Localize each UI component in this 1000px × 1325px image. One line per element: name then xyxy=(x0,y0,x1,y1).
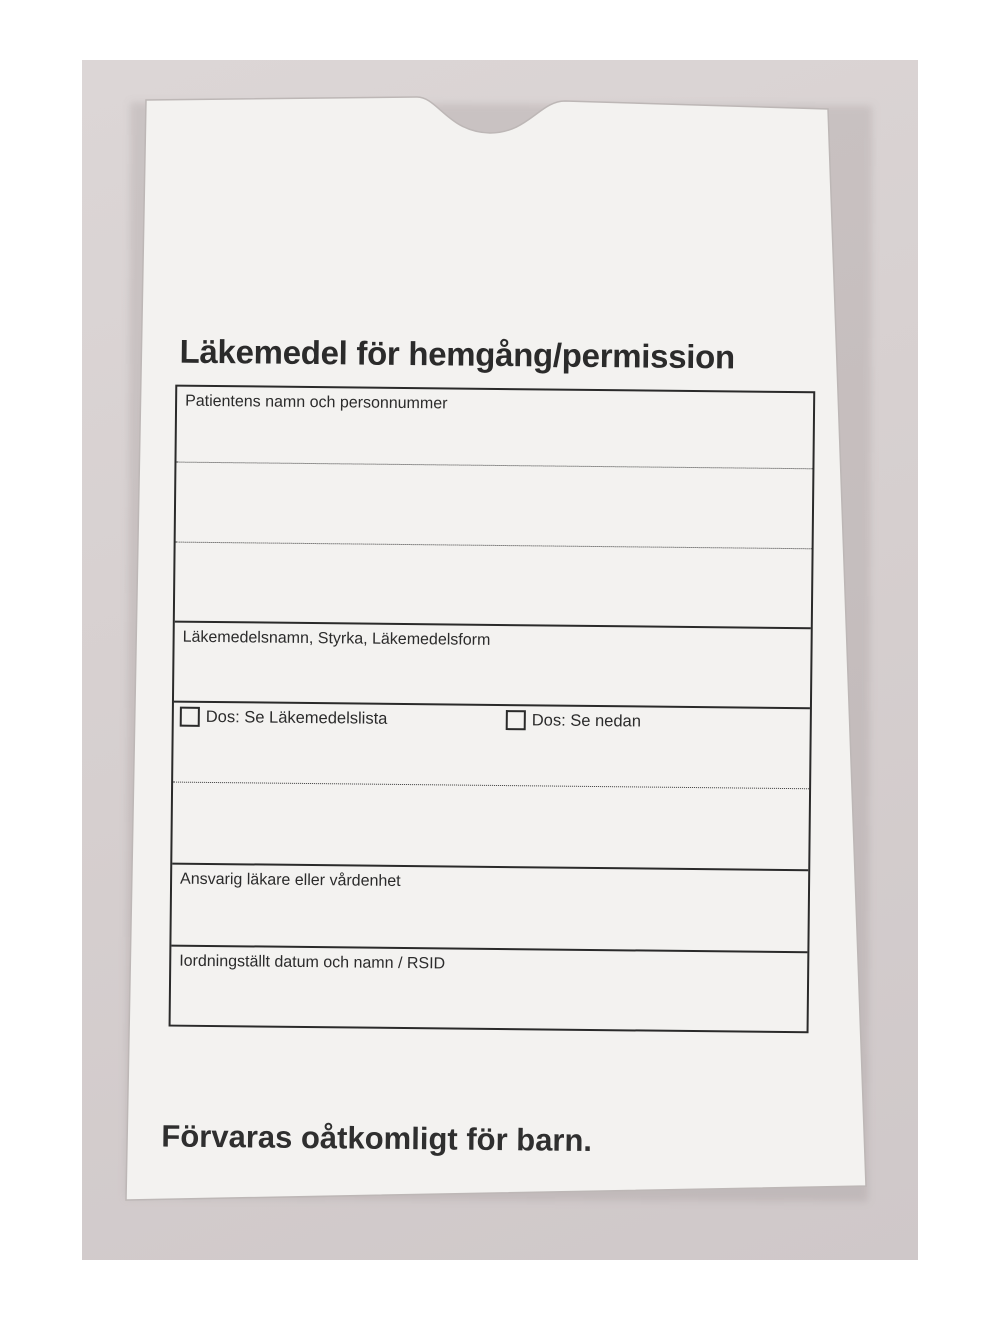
dose-list-checkbox[interactable] xyxy=(180,707,200,727)
dose-detail-row[interactable] xyxy=(172,783,809,872)
envelope-title: Läkemedel för hemgång/permission xyxy=(179,332,736,376)
patient-row-3[interactable] xyxy=(175,543,812,630)
patient-row-2[interactable] xyxy=(176,463,813,550)
prescription-form xyxy=(169,385,816,1034)
drug-row[interactable] xyxy=(174,623,811,710)
physician-label: Ansvarig läkare eller vårdenhet xyxy=(180,870,401,890)
prepared-label: Iordningställt datum och namn / RSID xyxy=(179,952,446,973)
patient-row-1[interactable] xyxy=(176,387,813,470)
storage-warning: Förvaras oåtkomligt för barn. xyxy=(161,1118,593,1158)
prepared-row[interactable] xyxy=(171,947,808,1034)
drug-label: Läkemedelsnamn, Styrka, Läkemedelsform xyxy=(182,628,491,649)
dose-row xyxy=(173,703,810,790)
dose-list-option[interactable] xyxy=(180,707,388,729)
physician-row[interactable] xyxy=(171,865,808,954)
dose-list-label: Dos: Se Läkemedelslista xyxy=(205,707,388,728)
dose-below-checkbox[interactable] xyxy=(506,710,526,730)
dose-below-option[interactable] xyxy=(506,710,641,731)
patient-label: Patientens namn och personnummer xyxy=(185,392,448,413)
dose-below-label: Dos: Se nedan xyxy=(531,710,642,730)
